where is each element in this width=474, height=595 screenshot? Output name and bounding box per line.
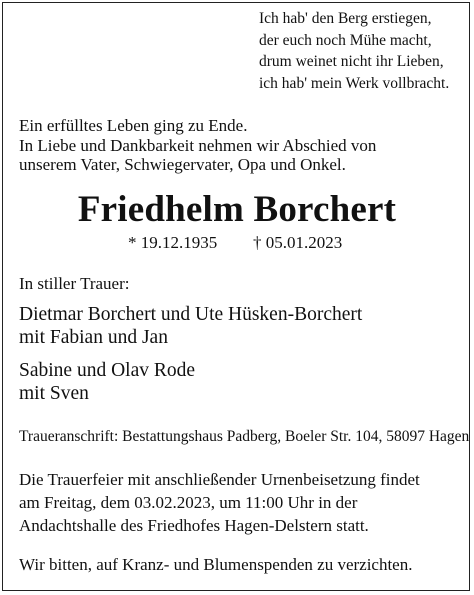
- intro-text: [19, 116, 376, 175]
- ceremony-line: am Freitag, dem 03.02.2023, um 11:00 Uhr in der: [19, 493, 358, 512]
- mourner-line: mit Fabian und Jan: [19, 327, 168, 348]
- poem-line: Ich hab' den Berg erstiegen,: [259, 10, 432, 27]
- mourner-line: Sabine und Olav Rode: [19, 360, 196, 381]
- intro-line: Ein erfülltes Leben ging zu Ende.: [19, 116, 248, 135]
- mourners-family-2: [19, 359, 195, 405]
- poem-verse: [259, 8, 449, 94]
- mourners-family-1: [19, 303, 362, 349]
- mourning-address: Traueranschrift: Bestattungshaus Padberg, Boeler Str. 104, 58097 Hagen: [19, 428, 470, 445]
- mourner-line: mit Sven: [19, 383, 89, 404]
- donation-request: Wir bitten, auf Kranz- und Blumenspenden zu verzichten.: [19, 555, 413, 574]
- birth-date: * 19.12.1935: [128, 233, 218, 252]
- mourner-line: Dietmar Borchert und Ute Hüsken-Borchert: [19, 304, 363, 325]
- poem-line: drum weinet nicht ihr Lieben,: [259, 53, 444, 70]
- poem-line: ich hab' mein Werk vollbracht.: [259, 74, 450, 92]
- deceased-name: Friedhelm Borchert: [77, 189, 397, 230]
- ceremony-line: Andachtshalle des Friedhofes Hagen-Delstern statt.: [19, 516, 369, 535]
- ceremony-line: Die Trauerfeier mit anschließender Urnenbeisetzung findet: [19, 470, 420, 489]
- intro-line: In Liebe und Dankbarkeit nehmen wir Abschied von: [19, 135, 377, 155]
- mourning-label: In stiller Trauer:: [19, 274, 130, 293]
- ceremony-details: [19, 468, 420, 537]
- death-date: † 05.01.2023: [253, 233, 343, 252]
- poem-line: der euch noch Mühe macht,: [259, 31, 432, 49]
- intro-line: unserem Vater, Schwiegervater, Opa und Onkel.: [19, 155, 346, 174]
